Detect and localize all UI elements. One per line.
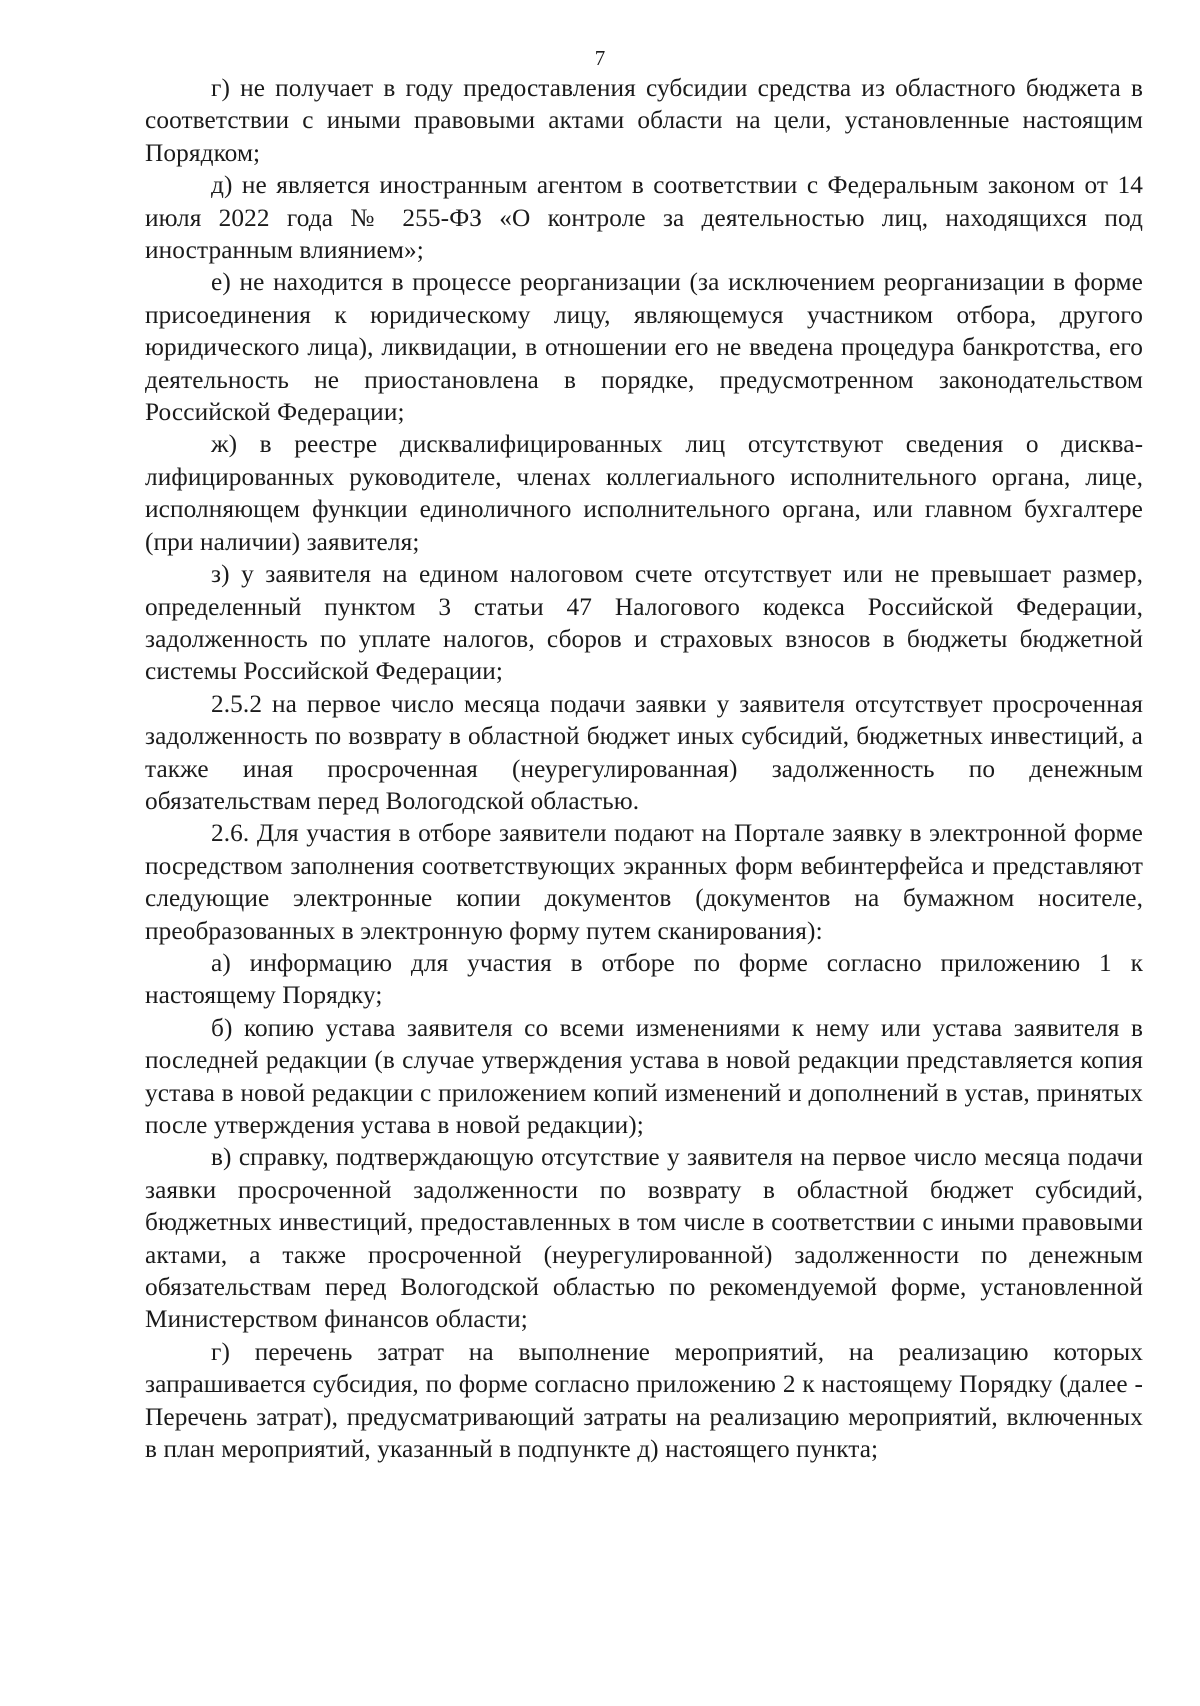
paragraph-e-no-reorganization: е) не находится в процессе реорганизации (за исключением реорганизации в форме присоединения к юридическому лицу, являющемуся участником отбора, другого юридического лица), ликвидации, в отношении его не введена процедура банкротства, его деятельность не приостановлена в порядке, предусмотренном законодательством Российской Федерации; [145,268,1143,427]
paragraph-2-6: 2.6. Для участия в отборе заявители подают на Портале заявку в электронной форме посредством заполнения соответствующих экранных форм вебинтерфейса и представляют следующие электронные копии документов (документов на бумажном носителе, преобразованных в электронную форму путем сканирования): [145,819,1143,945]
paragraph-z-no-tax-debt: з) у заявителя на едином налоговом счете отсутствует или не превышает размер, определенный пунктом 3 статьи 47 Налогового кодекса Российской Федерации, задолженность по уплате налогов, сборов и страховых взносов в бюджеты бюджетной системы Российской Федерации; [145,560,1143,686]
paragraph-2-5-2: 2.5.2 на первое число месяца подачи заявки у заявителя отсутствует просроченная задолженность по возврату в областной бюджет иных субсидий, бюджетных инвестиций, а также иная просроченная (неурегулированная) задолженность по денежным обязательствам перед Вологодской областью. [145,689,1143,815]
paragraph-g-cost-list: г) перечень затрат на выполнение мероприятий, на реализацию которых запрашивается субсидия, по форме согласно приложению 2 к настоящему Порядку (далее - Перечень затрат), предусматривающий затраты на реализацию мероприятий, включенных в план мероприятий, указанный в подпункте д) настоящего пункта; [145,1337,1143,1464]
page-number: 7 [594,46,606,70]
paragraph-v-debt-certificate: в) справку, подтверждающую отсутствие у заявителя на первое число месяца подачи заявки просроченной задолженности по возврату в областной бюджет субсидий, бюджетных инвестиций, предоставленных в том числе в соответствии с иными правовыми актами, а также просроченной (неурегулированной) задолженности по денежным обязательствам перед Вологодской областью по рекомендуемой форме, установленной Министерством финансов области; [145,1143,1143,1334]
paragraph-d-not-foreign-agent: д) не является иностранным агентом в соответствии с Федеральным законом от 14 июля 2022 года № 255-ФЗ «О контроле за деятельностью лиц, находящихся под иностранным влиянием»; [145,171,1143,265]
paragraph-zh-no-disqualification: ж) в реестре дисквалифицированных лиц отсутствуют сведения о дисквалифицированных руководителе, членах коллегиального исполнительного органа, лице, исполняющем функции единоличного исполнительного органа, или главном бухгалтере (при наличии) заявителя; [145,430,1143,556]
paragraph-a-information: а) информацию для участия в отборе по форме согласно приложению 1 к настоящему Порядку; [145,948,1143,1010]
paragraph-g-no-other-funds: г) не получает в году предоставления субсидии средства из областного бюджета в соответствии с иными правовыми актами области на цели, установленные настоящим Порядком; [145,74,1143,167]
document-body [145,72,1143,1465]
paragraph-b-charter-copy: б) копию устава заявителя со всеми изменениями к нему или устава заявителя в последней редакции (в случае утверждения устава в новой редакции представляется копия устава в новой редакции с приложением копий изменений и дополнений в устав, принятых после утверждения устава в новой редакции); [145,1013,1143,1139]
